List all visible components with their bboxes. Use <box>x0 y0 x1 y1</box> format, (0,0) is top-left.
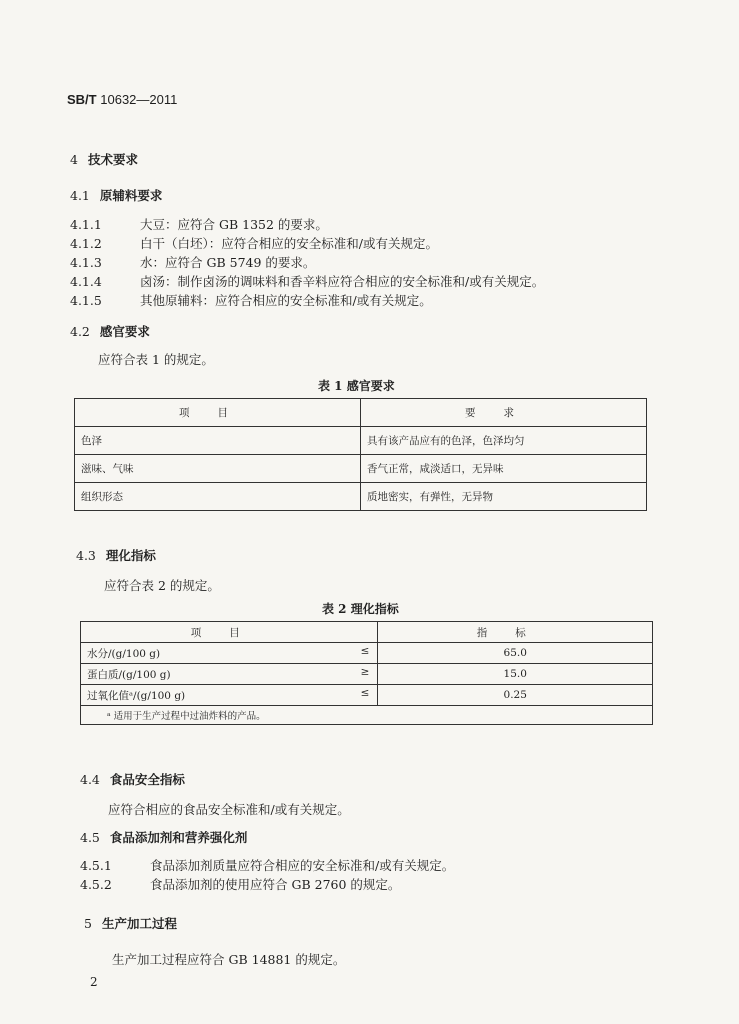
document-header <box>67 92 177 107</box>
section-4-2-text: 应符合表 1 的规定。 <box>98 352 214 367</box>
table-header-row <box>81 622 653 643</box>
comparison-symbol: ≤ <box>360 645 370 657</box>
row-requirement: 质地密实，有弹性，无异物 <box>361 483 647 511</box>
table-row <box>75 455 647 483</box>
comparison-symbol: ≤ <box>360 687 370 699</box>
row-item: 蛋白质/(g/100 g) ≥ <box>81 664 378 685</box>
row-item: 过氧化值ᵃ/(g/100 g) ≤ <box>81 685 378 706</box>
clause-4-1-2: 4.1.2 白干（白坯）：应符合相应的安全标准和/或有关规定。 <box>70 236 438 251</box>
clause-4-5-2: 4.5.2 食品添加剂的使用应符合 GB 2760 的规定。 <box>80 877 401 892</box>
clause-4-1-3: 4.1.3 水：应符合 GB 5749 的要求。 <box>70 255 316 270</box>
section-4-heading: 4 技术要求 <box>70 152 138 167</box>
table-2-caption: 表 2 理化指标 <box>322 602 399 616</box>
column-header-indicator: 指标 <box>378 622 653 643</box>
section-4-4-text: 应符合相应的食品安全标准和/或有关规定。 <box>108 802 350 817</box>
sensory-requirements-table <box>74 398 647 511</box>
section-4-1-heading: 4.1 原辅料要求 <box>70 188 163 203</box>
clause-4-1-4: 4.1.4 卤汤：制作卤汤的调味料和香辛料应符合相应的安全标准和/或有关规定。 <box>70 274 545 289</box>
clause-4-1-1: 4.1.1 大豆：应符合 GB 1352 的要求。 <box>70 217 328 232</box>
page-number: 2 <box>90 975 98 989</box>
clause-4-1-5: 4.1.5 其他原辅料：应符合相应的安全标准和/或有关规定。 <box>70 293 432 308</box>
comparison-symbol: ≥ <box>360 666 370 678</box>
row-item: 水分/(g/100 g) ≤ <box>81 643 378 664</box>
clause-4-5-1: 4.5.1 食品添加剂质量应符合相应的安全标准和/或有关规定。 <box>80 858 455 873</box>
column-header-item: 项目 <box>81 622 378 643</box>
column-header-requirement: 要求 <box>361 399 647 427</box>
standard-number: 10632—2011 <box>100 92 178 107</box>
standard-code: SB/T <box>67 92 97 107</box>
row-value: 65.0 <box>378 643 653 664</box>
row-value: 15.0 <box>378 664 653 685</box>
table-row <box>81 664 653 685</box>
section-5-text: 生产加工过程应符合 GB 14881 的规定。 <box>112 952 346 967</box>
table-1-caption: 表 1 感官要求 <box>318 379 395 393</box>
table-row <box>75 427 647 455</box>
section-4-4-heading: 4.4 食品安全指标 <box>80 772 185 787</box>
section-4-3-text: 应符合表 2 的规定。 <box>104 578 220 593</box>
table-row <box>75 483 647 511</box>
row-requirement: 香气正常，咸淡适口，无异味 <box>361 455 647 483</box>
row-requirement: 具有该产品应有的色泽，色泽均匀 <box>361 427 647 455</box>
row-item: 滋味、气味 <box>75 455 361 483</box>
table-row <box>81 643 653 664</box>
section-5-heading: 5 生产加工过程 <box>84 916 177 931</box>
column-header-item: 项目 <box>75 399 361 427</box>
table-footnote-row <box>81 706 653 725</box>
section-4-2-heading: 4.2 感官要求 <box>70 324 150 339</box>
section-4-3-heading: 4.3 理化指标 <box>76 548 156 563</box>
physicochemical-indicators-table <box>80 621 653 725</box>
row-item: 组织形态 <box>75 483 361 511</box>
table-header-row <box>75 399 647 427</box>
row-value: 0.25 <box>378 685 653 706</box>
table-row <box>81 685 653 706</box>
section-4-5-heading: 4.5 食品添加剂和营养强化剂 <box>80 830 248 845</box>
row-item: 色泽 <box>75 427 361 455</box>
table-footnote: ᵃ 适用于生产过程中过油炸料的产品。 <box>81 706 653 725</box>
